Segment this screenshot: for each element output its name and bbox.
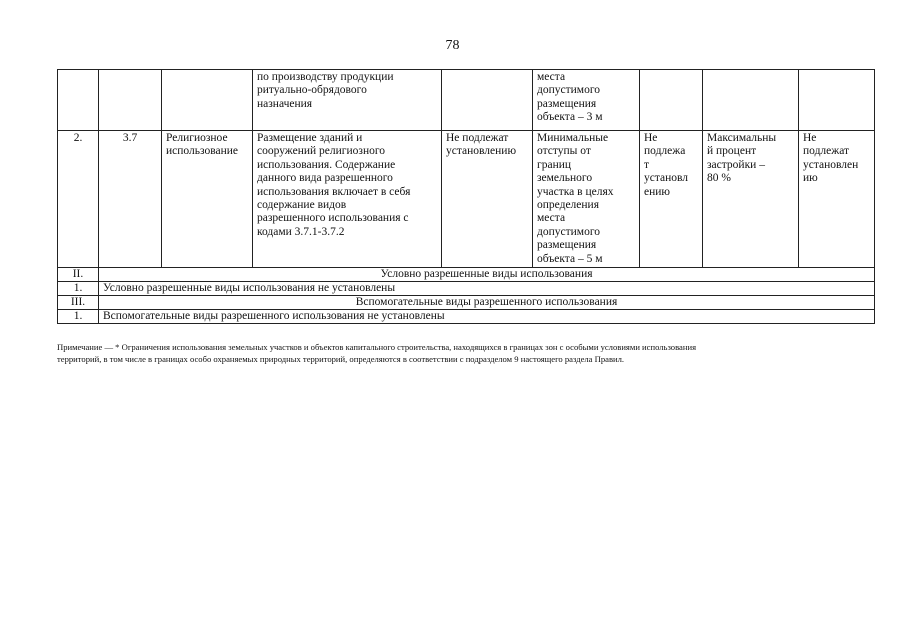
cell-description-continued: по производству продукции ритуально-обрядового назначения xyxy=(253,70,442,131)
area-limits: Не подлежат установлению xyxy=(442,131,533,268)
other-parameters: Не подлежат установлен ию xyxy=(799,131,875,268)
use-description: Размещение зданий и сооружений религиозного использования. Содержание данного вида разрешенного использования включает в себя содержание видов разрешенного использования с кодами 3.7.1-3.7.2 xyxy=(253,131,442,268)
use-code: 3.7 xyxy=(99,131,162,268)
continuation-row xyxy=(58,70,875,131)
section-number: II. xyxy=(58,268,99,282)
row-number: 1. xyxy=(58,310,99,324)
permitted-use-table xyxy=(57,69,875,324)
section-header xyxy=(58,296,875,310)
section-number: III. xyxy=(58,296,99,310)
use-name: Религиозное использование xyxy=(162,131,253,268)
cell-setbacks-continued: места допустимого размещения объекта – 3 м xyxy=(533,70,640,131)
table-row xyxy=(58,282,875,296)
cell-empty xyxy=(99,70,162,131)
setbacks: Минимальные отступы от границ земельного участка в целях определения места допустимого размещения объекта – 5 м xyxy=(533,131,640,268)
page-number: 78 xyxy=(445,38,460,53)
section-title: Условно разрешенные виды использования xyxy=(99,268,875,282)
cell-empty xyxy=(703,70,799,131)
row-number: 2. xyxy=(58,131,99,268)
section-header xyxy=(58,268,875,282)
section-title: Вспомогательные виды разрешенного использования xyxy=(99,296,875,310)
floors-limit: Не подлежа т установл ению xyxy=(640,131,703,268)
cell-empty xyxy=(162,70,253,131)
row-text: Условно разрешенные виды использования не установлены xyxy=(99,282,875,296)
coverage-percent: Максимальны й процент застройки – 80 % xyxy=(703,131,799,268)
table-row xyxy=(58,131,875,268)
cell-empty xyxy=(640,70,703,131)
table-row xyxy=(58,310,875,324)
cell-empty xyxy=(799,70,875,131)
cell-empty xyxy=(58,70,99,131)
footnote: Примечание — * Ограничения использования земельных участков и объектов капитального строительства, находящихся в границах зон с особыми условиями использования территорий, в том числе в границах особо охраняемых природных территорий, определяются в соответствии с подразделом 9 настоящего раздела Правил. xyxy=(57,342,697,365)
cell-empty xyxy=(442,70,533,131)
row-number: 1. xyxy=(58,282,99,296)
row-text: Вспомогательные виды разрешенного использования не установлены xyxy=(99,310,875,324)
